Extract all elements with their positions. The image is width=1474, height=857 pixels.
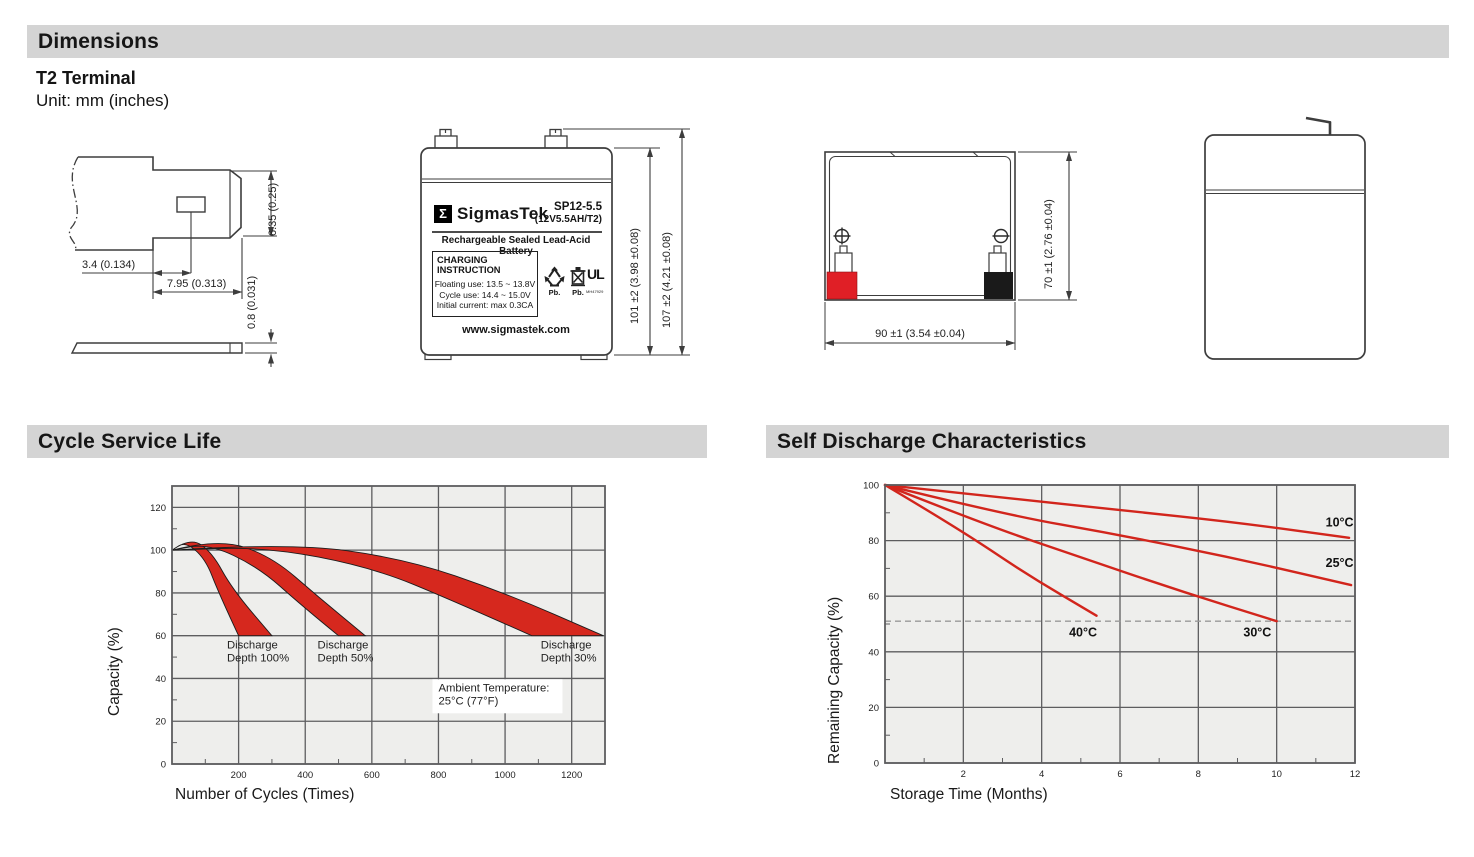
- break-line: [69, 157, 78, 250]
- recycle-pb-icon: [543, 266, 566, 288]
- dim-70-label: 70 ±1 (2.76 ±0.04): [1043, 199, 1055, 289]
- annotation-text: Depth 100%: [226, 652, 290, 665]
- y-tick-label: 0: [160, 759, 166, 771]
- y-tick-label: 40: [868, 647, 879, 659]
- y-tick-label: 40: [155, 673, 166, 685]
- ul-certification-icon: UL: [587, 266, 604, 282]
- recycle-pb-label: Pb.: [548, 288, 561, 297]
- y-tick-label: 60: [155, 631, 166, 643]
- positive-terminal-pad: [827, 272, 857, 299]
- annotation-text: Discharge: [226, 639, 278, 652]
- self-discharge-header: Self Discharge Characteristics: [766, 425, 1449, 458]
- y-tick-label: 100: [863, 480, 879, 492]
- battery-side-view: [1200, 105, 1400, 385]
- terminal-type-heading: T2 Terminal: [36, 68, 136, 88]
- positive-post: [835, 253, 852, 273]
- battery-top-view: [815, 135, 1105, 363]
- annotation-text: Depth 30%: [540, 652, 597, 665]
- left-terminal: [435, 136, 457, 149]
- dimensions-section-header: Dimensions: [27, 25, 1449, 58]
- annotation-text: 25°C (77°F): [438, 695, 499, 708]
- cycle-service-life-chart: [110, 466, 640, 791]
- model-number: SP12-5.5: [554, 201, 602, 213]
- charging-line-initial: Initial current: max 0.3CA: [436, 300, 534, 310]
- terminal-body-outline: [75, 157, 241, 250]
- x-tick-label: 400: [297, 770, 314, 781]
- y-tick-label: 120: [150, 502, 166, 514]
- battery-front-view: [420, 118, 710, 370]
- cycle-service-life-header: Cycle Service Life: [27, 425, 707, 458]
- x-tick-label: 800: [430, 770, 447, 781]
- sigma-logo-icon: Σ: [434, 205, 452, 223]
- cycle-xaxis-title: Number of Cycles (Times): [175, 786, 355, 803]
- annotation-text: Ambient Temperature:: [438, 682, 550, 695]
- series-label: 40°C: [1069, 625, 1098, 640]
- annotation-text: Depth 50%: [317, 652, 374, 665]
- x-tick-label: 6: [1117, 769, 1123, 780]
- brand-name: SigmasTek: [457, 204, 549, 223]
- dim-hole-label: 3.4 (0.134): [82, 259, 136, 271]
- crossed-bin-pb-icon: [570, 266, 586, 288]
- y-tick-label: 0: [873, 758, 879, 770]
- terminal-hole: [177, 197, 205, 212]
- x-tick-label: 4: [1039, 769, 1045, 780]
- dim-107-label: 107 ±2 (4.21 ±0.08): [661, 232, 673, 328]
- cycle-yaxis-title: Capacity (%): [106, 627, 123, 716]
- side-view-drawing: [1200, 105, 1400, 385]
- terminal-detail-drawing: [55, 140, 385, 385]
- charging-line-floating: Floating use: 13.5 ~ 13.8V: [434, 279, 536, 289]
- y-tick-label: 80: [155, 588, 166, 600]
- charging-instruction-box: [432, 251, 538, 317]
- series-label: 25°C: [1325, 556, 1354, 571]
- discharge-yaxis-title: Remaining Capacity (%): [826, 596, 843, 764]
- discharge-xaxis-title: Storage Time (Months): [890, 786, 1048, 803]
- annotation-text: Discharge: [317, 639, 369, 652]
- side-body: [1205, 135, 1365, 359]
- y-tick-label: 20: [868, 702, 879, 714]
- x-tick-label: 10: [1271, 769, 1282, 780]
- right-terminal: [545, 136, 567, 149]
- x-tick-label: 1000: [494, 770, 516, 781]
- dim-width-label: 7.95 (0.313): [167, 278, 227, 290]
- charging-instruction-title: CHARGING INSTRUCTION: [437, 255, 501, 275]
- x-tick-label: 200: [230, 770, 247, 781]
- series-label: 30°C: [1243, 625, 1272, 640]
- y-tick-label: 100: [150, 545, 166, 557]
- dim-101-label: 101 ±2 (3.98 ±0.08): [629, 228, 641, 324]
- self-discharge-chart: [825, 465, 1405, 795]
- terminal-thickness-bar: [72, 343, 242, 353]
- ul-file-code: MH47929: [586, 289, 604, 294]
- x-tick-label: 8: [1195, 769, 1201, 780]
- negative-post: [989, 253, 1006, 273]
- side-terminal-bend: [1306, 118, 1331, 123]
- label-subtitle: Rechargeable Sealed Lead-Acid Battery: [441, 235, 591, 257]
- y-tick-label: 80: [868, 536, 879, 548]
- x-tick-label: 1200: [561, 770, 583, 781]
- website-text: www.sigmastek.com: [462, 324, 570, 336]
- model-spec: (12V5.5AH/T2): [534, 214, 602, 225]
- series-label: 10°C: [1325, 515, 1354, 530]
- crossed-bin-pb-label: Pb.: [572, 288, 584, 297]
- y-tick-label: 20: [155, 716, 166, 728]
- x-tick-label: 2: [960, 769, 966, 780]
- dim-thickness-label: 0.8 (0.031): [246, 275, 258, 329]
- negative-terminal-pad: [984, 272, 1013, 299]
- dim-height-label: 6.35 (0.25): [267, 182, 279, 236]
- x-tick-label: 600: [363, 770, 380, 781]
- x-tick-label: 12: [1349, 769, 1361, 780]
- annotation-text: Discharge: [540, 639, 592, 652]
- unit-note: Unit: mm (inches): [36, 91, 170, 110]
- charging-line-cycle: Cycle use: 14.4 ~ 15.0V: [439, 289, 531, 300]
- dim-90-label: 90 ±1 (3.54 ±0.04): [875, 328, 965, 340]
- y-tick-label: 60: [868, 591, 879, 603]
